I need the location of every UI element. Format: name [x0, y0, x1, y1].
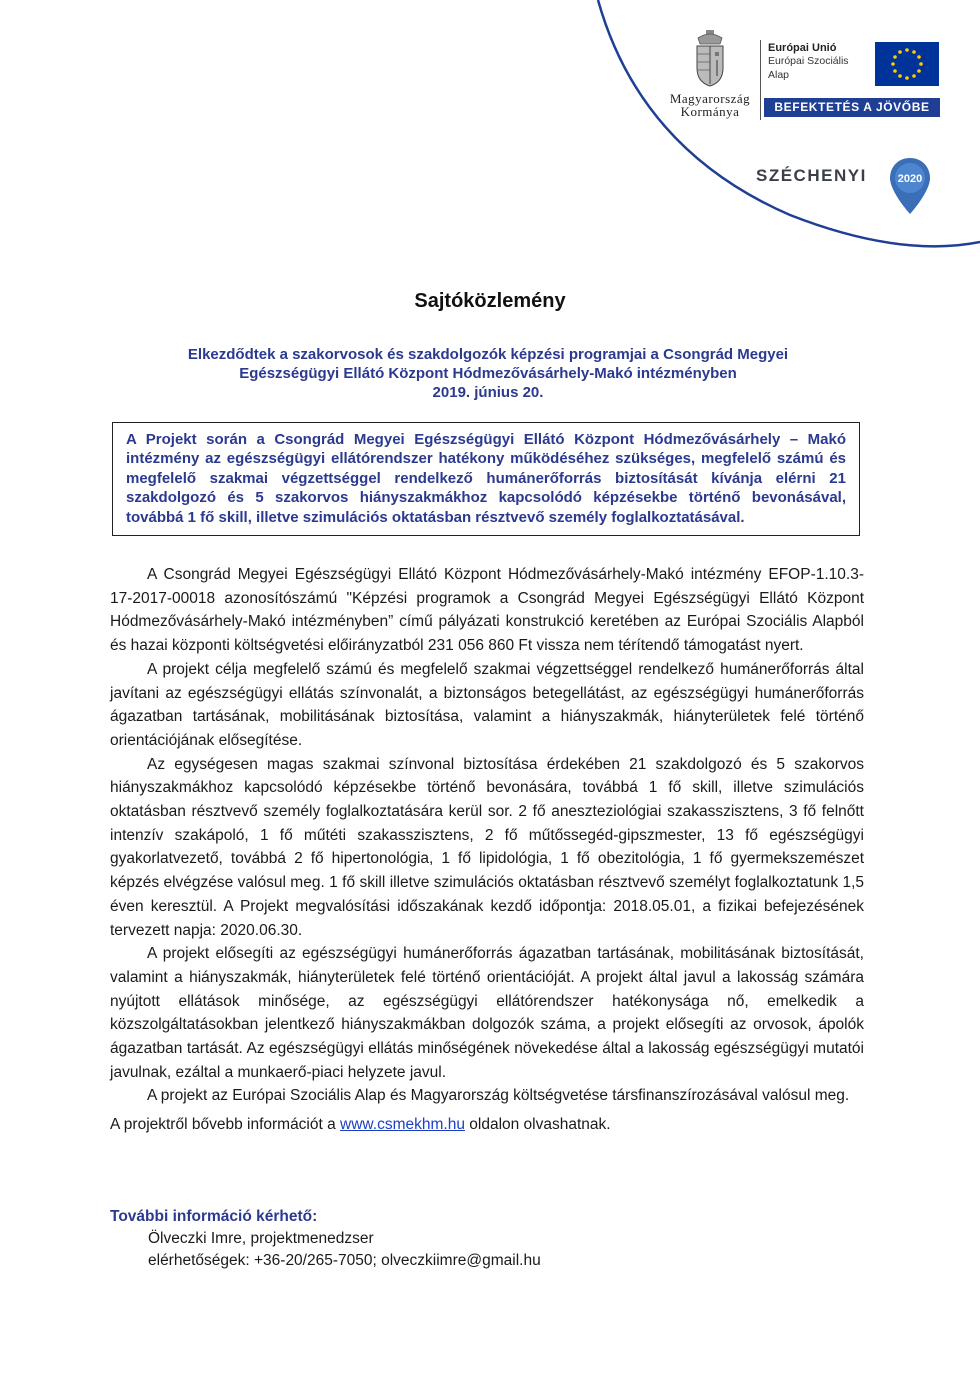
summary-text: A Projekt során a Csongrád Megyei Egészségügyi Ellátó Központ Hódmezővásárhely – Makó intézmény az egészségügyi ellátórendszer hatékony működéséhez szükséges, megfelelő számú és megfelelő szakmai végzettséggel rendelkező humánerőforrás biztosítását kívánja elérni 21 szakdolgozó és 5 szakorvos hiányszakmákhoz kapcsolódó képzésekbe történő bevonásával, továbbá 1 fő skill, illetve szimulációs oktatásban résztvevő személy foglalkoztatásával.	[126, 431, 846, 526]
body-paragraph-1: A Csongrád Megyei Egészségügyi Ellátó Központ Hódmezővásárhely-Makó intézmény EFOP-1.10.3-17-2017-00018 azonosítószámú "Képzési programok a Csongrád Megyei Egészségügyi Ellátó Központ Hódmezővásárhely-Makó intézményben” című pályázati konstrukció keretében az Európai Szociális Alapból és hazai központi költségvetési előirányzatból 231 056 860 Ft vissza nem térítendő támogatást nyert.	[110, 566, 864, 655]
szechenyi-year: 2020	[897, 173, 923, 185]
contact-name: Ölveczki Imre, projektmenedzser	[148, 1230, 374, 1247]
body-paragraph-5: A projekt az Európai Szociális Alap és Magyarország költségvetése társfinanszírozásával valósul meg.	[147, 1087, 850, 1105]
government-name-line2: Kormánya	[680, 104, 740, 119]
government-name-line1: Magyarország	[669, 91, 751, 106]
hungarian-government-logo	[660, 30, 760, 118]
eu-subtitle-line2: Alap	[768, 69, 790, 81]
document-body	[110, 563, 864, 1137]
contact-section	[110, 1206, 810, 1272]
contact-heading: További információ kérhető:	[110, 1208, 318, 1225]
contact-details: elérhetőségek: +36-20/265-7050; olveczkiimre@gmail.hu	[148, 1252, 541, 1269]
body-paragraph-3: Az egységesen magas szakmai színvonal biztosítása érdekében 21 szakdolgozó és 5 szakorvos hiányszakmákhoz kapcsolódó képzésekbe történő bevonására, továbbá 1 fő skill, illetve szimulációs oktatásban résztvevő személy foglalkoztatására kerül sor. 2 fő aneszteziológiai szakasszisztens, 3 fő felnőtt intenzív szakápoló, 1 fő műtéti szakasszisztens, 2 fő műtőssegéd-gipszmester, 13 fő egészségügyi gyakorlatvezető, továbbá 2 fő hipertonológia, 1 fő lipidológia, 1 fő obezitológia, 1 fő gyermekszemészet képzés elvégzése valósul meg. 1 fő skill illetve szimulációs oktatásban résztvevő személyt foglalkoztatunk 1,5 éven keresztül. A Projekt megvalósítási időszakának kezdő időpontja: 2018.05.01, a fizikai befejezésének tervezett napja: 2020.06.30.	[110, 755, 864, 939]
eu-investment-banner: BEFEKTETÉS A JÖVŐBE	[764, 98, 940, 117]
more-info-sentence	[110, 1113, 864, 1137]
body-paragraph-2: A projekt célja megfelelő számú és megfelelő szakmai végzettséggel rendelkező humánerőforrás által javítani az egészségügyi ellátás színvonalát, a biztonságos betegellátást, az egészségügyi humánerőforrás ágazatban tartásának, mobilitásának biztosítása, valamint a hiányszakmák, hiányterületek felé történő orientációjának elősegítése.	[110, 660, 864, 749]
szechenyi-2020-logo	[888, 156, 932, 221]
subtitle-line-1: Elkezdődtek a szakorvosok és szakdolgozók képzési programjai a Csongrád Megyei	[187, 346, 789, 363]
more-info-prefix: A projektről bővebb információt a	[110, 1116, 341, 1134]
eu-logo-text	[768, 42, 849, 82]
szechenyi-label: SZÉCHENYI	[756, 166, 867, 185]
eu-flag-icon	[875, 42, 939, 86]
eu-stars-icon	[875, 42, 939, 86]
logo-divider	[760, 40, 761, 120]
eu-subtitle-line1: Európai Szociális	[768, 55, 849, 67]
more-info-suffix: oldalon olvashatnak.	[464, 1116, 611, 1134]
document-subtitle	[110, 345, 866, 402]
location-pin-icon	[888, 156, 932, 216]
summary-box	[112, 422, 860, 536]
subtitle-line-2: Egészségügyi Ellátó Központ Hódmezővásárhely-Makó intézményben	[239, 365, 737, 382]
subtitle-date: 2019. június 20.	[432, 384, 544, 401]
body-paragraph-4: A projekt elősegíti az egészségügyi humánerőforrás ágazatban tartásának, mobilitásának biztosítását, valamint a hiányszakmák, hiányterületek felé történő orientációját. A projekt által javul a lakosság számára nyújtott ellátások minősége, az egészségügyi ellátórendszer hatékonysága nő, emelkedik a közszolgáltatásokban jelentkező hiányszakmákban dolgozók száma, a projekt elősegíti az orvosok, ápolók ágazatban tartását. Az egészségügyi ellátás minőségének növekedése által a lakosság egészségügyi mutatói javulnak, ezáltal a munkaerő-piaci helyzete javul.	[110, 945, 864, 1081]
header-arc-decoration	[0, 0, 980, 260]
eu-title: Európai Unió	[768, 42, 837, 54]
project-website-link[interactable]: www.csmekhm.hu	[340, 1116, 465, 1134]
page-title: Sajtóközlemény	[414, 290, 566, 312]
hungarian-coat-of-arms-icon	[693, 30, 727, 88]
